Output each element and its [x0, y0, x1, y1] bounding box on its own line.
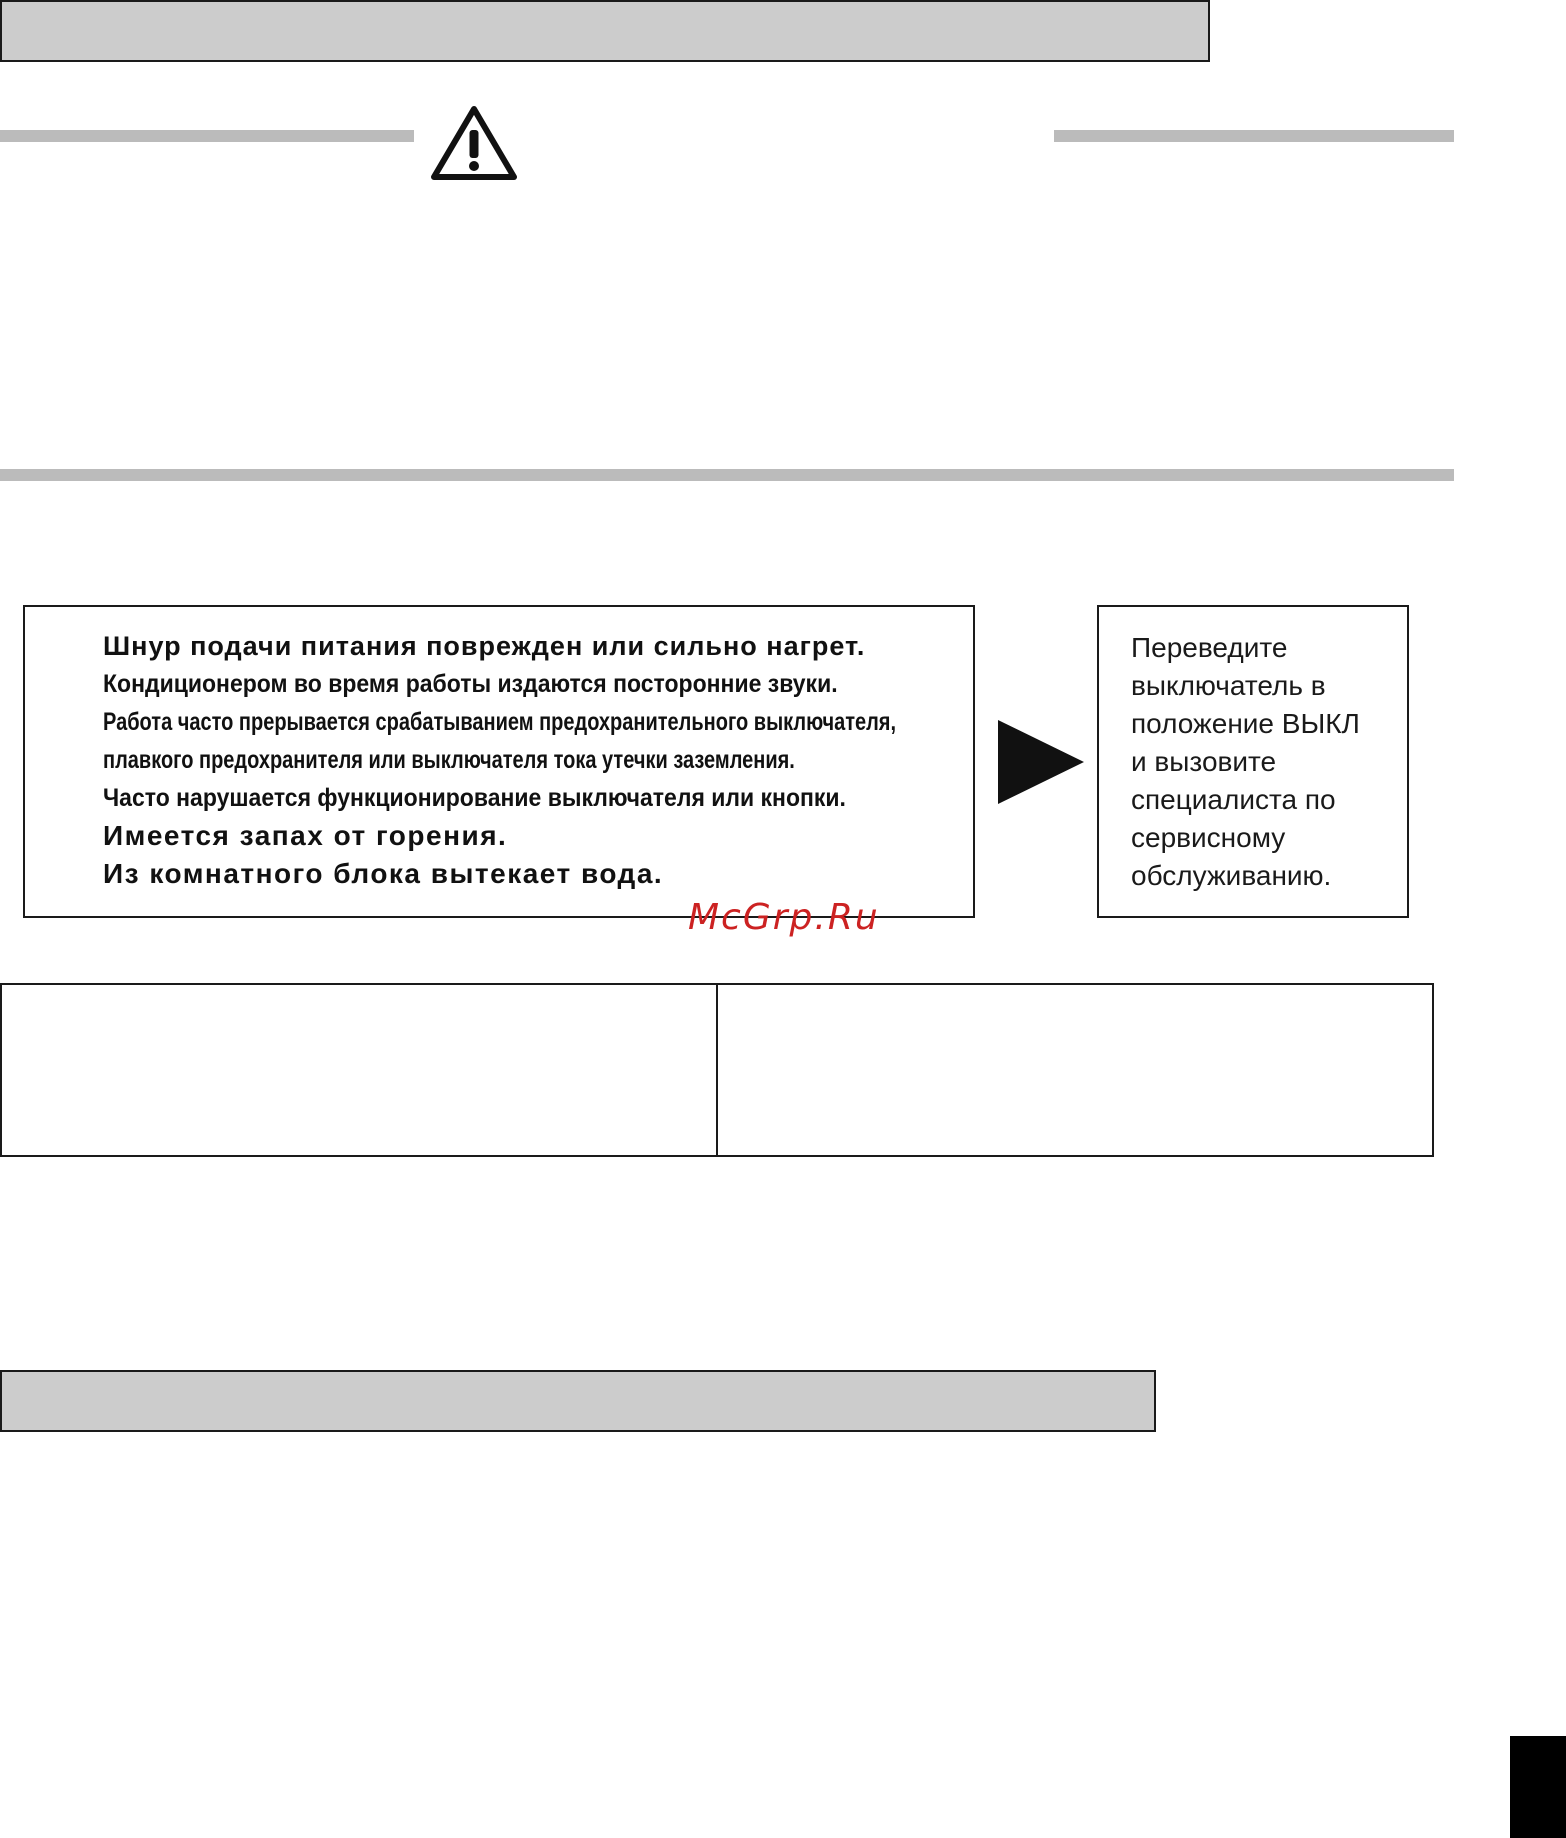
two-column-table — [0, 983, 1434, 1157]
section-divider — [0, 469, 1454, 481]
symptom-item: Работа часто прерывается срабатыванием предохранительного выключателя, — [103, 708, 897, 736]
symptom-item: Шнур подачи питания поврежден или сильно нагрет. — [103, 631, 866, 661]
top-header-bar — [0, 0, 1210, 62]
symptom-item: Имеется запах от горения. — [103, 820, 508, 851]
warning-rule-left — [0, 130, 414, 142]
action-line: Переведите — [1131, 632, 1288, 663]
symptom-item: Из комнатного блока вытекает вода. — [103, 858, 664, 889]
section-header-bar — [0, 1370, 1156, 1432]
symptom-item: плавкого предохранителя или выключателя тока утечки заземления. — [103, 746, 795, 774]
watermark: McGrp.Ru — [688, 897, 880, 938]
action-text — [1131, 629, 1391, 895]
symptom-item: Часто нарушается функционирование выключателя или кнопки. — [103, 784, 846, 812]
action-line: сервисному — [1131, 822, 1286, 853]
table-cell-left — [2, 985, 716, 1155]
action-line: выключатель в — [1131, 670, 1326, 701]
page-edge-tab — [1510, 1736, 1566, 1838]
action-line: и вызовите — [1131, 746, 1277, 777]
action-line: положение ВЫКЛ — [1131, 708, 1360, 739]
action-line: обслуживанию. — [1131, 860, 1332, 891]
symptom-item: Кондиционером во время работы издаются посторонние звуки. — [103, 670, 838, 698]
arrow-right-icon — [998, 720, 1084, 804]
table-cell-right — [716, 985, 1432, 1155]
warning-rule-right — [1054, 130, 1454, 142]
warning-triangle-icon — [430, 104, 518, 182]
symptoms-list — [103, 627, 963, 893]
action-line: специалиста по — [1131, 784, 1336, 815]
